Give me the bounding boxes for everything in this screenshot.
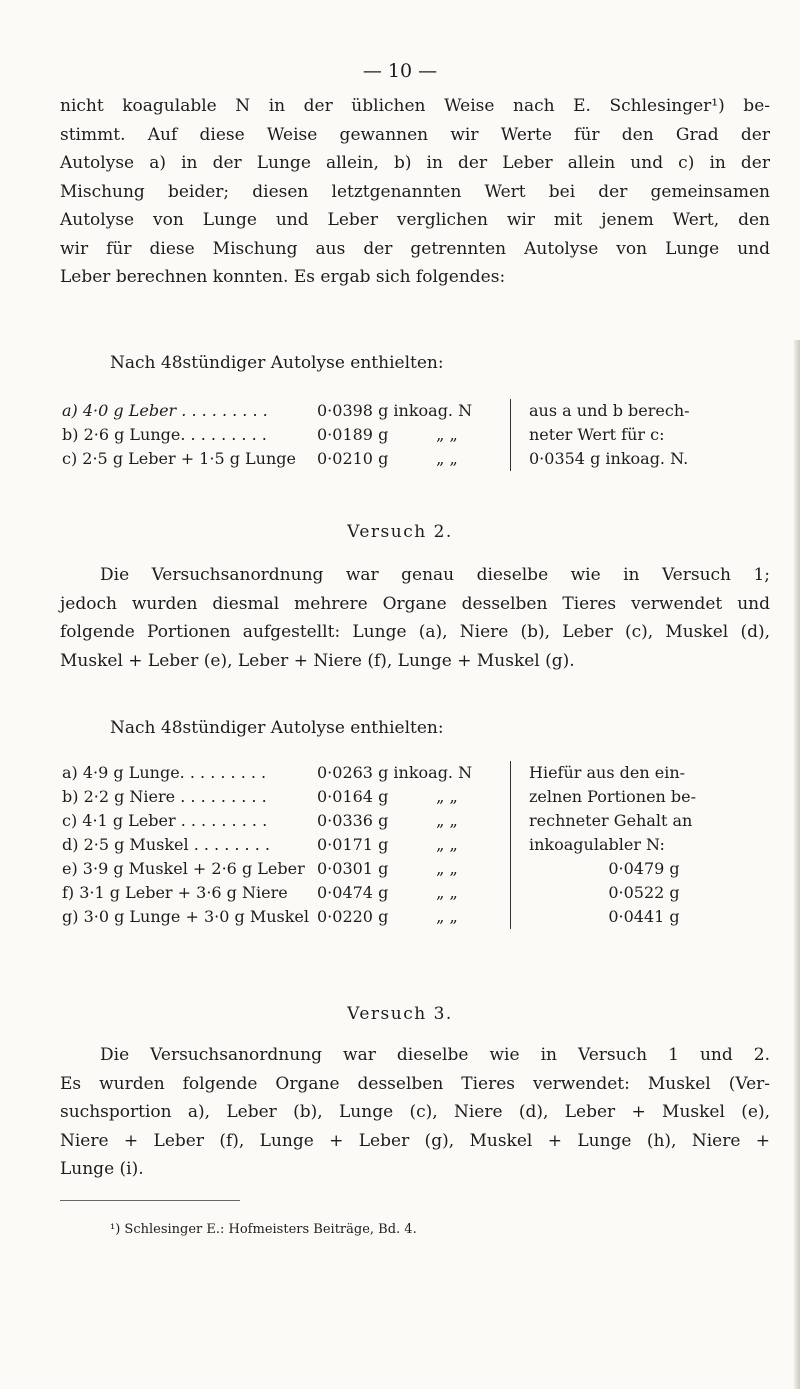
intro-line: nicht koagulable N in der üblichen Weise nach E. Schlesinger¹) be-: [60, 96, 770, 116]
intro-line: Mischung beider; diesen letztgenannten Wert bei der gemeinsamen: [60, 181, 770, 202]
table-row: c) 4·1 g Leber . . . . . . . . . 0·0336 g „ „: [62, 811, 458, 830]
intro-line: wir für diese Mischung aus der getrennten Autolyse von Lunge und: [60, 238, 770, 259]
table-row: b) 2·6 g Lunge. . . . . . . . . 0·0189 g „ „: [62, 425, 458, 444]
intro-line: Autolyse von Lunge und Leber verglichen wir mit jenem Wert, den: [60, 210, 770, 230]
intro-line: Leber berechnen konnten. Es ergab sich folgendes:: [60, 267, 506, 287]
footnote-rule: [60, 1200, 240, 1201]
versuch2-paragraph: Die Versuchsanordnung war genau dieselbe wie in Versuch 1; jedoch wurden diesmal mehrere Organe desselben Tieres verwendet und folgende Portionen aufgestellt: Lunge (a), Niere (b), Leber (c), Muskel (d), Muskel + Leber (e), Leber + Niere (f), Lunge + Muskel (g).: [60, 565, 770, 671]
table-row: f) 3·1 g Leber + 3·6 g Niere 0·0474 g „ „: [62, 883, 458, 902]
footnote: ¹) Schlesinger E.: Hofmeisters Beiträge, Bd. 4.: [110, 1222, 417, 1237]
versuch2-title: Versuch 2.: [347, 522, 453, 542]
table-row: e) 3·9 g Muskel + 2·6 g Leber 0·0301 g „ „: [62, 859, 458, 878]
versuch3-title: Versuch 3.: [347, 1004, 453, 1024]
versuch3-paragraph: Die Versuchsanordnung war dieselbe wie in Versuch 1 und 2. Es wurden folgende Organe desselben Tieres verwendet: Muskel (Ver- suchsportion a), Leber (b), Lunge (c), Niere (d), Leber + Muskel (e), Niere + Leber (f), Lunge + Leber (g), Muskel + Lunge (h), Niere + Lunge (i).: [60, 1045, 770, 1179]
table-row: g) 3·0 g Lunge + 3·0 g Muskel 0·0220 g „ „: [62, 907, 458, 926]
table1-heading: Nach 48stündiger Autolyse enthielten:: [110, 353, 444, 373]
table2-heading: Nach 48stündiger Autolyse enthielten:: [110, 718, 444, 738]
table2-side-note: Hiefür aus den ein- zelnen Portionen be- rechneter Gehalt an inkoagulabler N: 0·0479 g 0·0522 g 0·0441 g: [510, 761, 759, 929]
page-edge-shadow: [794, 340, 800, 1389]
table2: [62, 761, 473, 929]
intro-line: stimmt. Auf diese Weise gewannen wir Werte für den Grad der: [60, 124, 770, 145]
intro-paragraph: [60, 92, 770, 292]
intro-line: Autolyse a) in der Lunge allein, b) in der Leber allein und c) in der: [60, 153, 770, 173]
table-row: a) 4·0 g Leber . . . . . . . . . 0·0398 g inkoag. N: [62, 401, 473, 420]
table-row: b) 2·2 g Niere . . . . . . . . . 0·0164 g „ „: [62, 787, 458, 806]
table-row: c) 2·5 g Leber + 1·5 g Lunge 0·0210 g „ „: [62, 449, 458, 468]
table-row: a) 4·9 g Lunge. . . . . . . . . 0·0263 g inkoag. N: [62, 763, 473, 782]
page-number: — 10 —: [362, 60, 438, 82]
table1: [62, 399, 473, 471]
table1-side-note: aus a und b berech- neter Wert für c: 0·0354 g inkoag. N.: [510, 399, 759, 471]
table-row: d) 2·5 g Muskel . . . . . . . . 0·0171 g „ „: [62, 835, 458, 854]
